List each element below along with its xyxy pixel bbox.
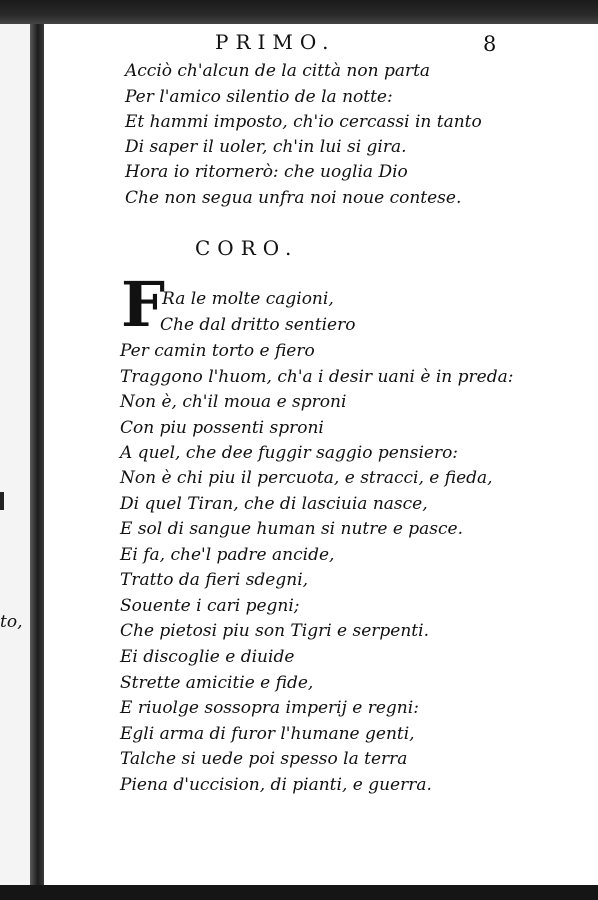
verse-line: Per camin torto e fiero (120, 341, 315, 361)
verse-line: Che non segua unfra noi noue contese. (125, 188, 462, 208)
verse-line: Per l'amico silentio de la notte: (125, 87, 393, 107)
verse-line: Non è, ch'il moua e sproni (120, 392, 347, 412)
section-heading: CORO. (195, 236, 299, 260)
verse-line: Piena d'uccision, di pianti, e guerra. (120, 775, 432, 795)
verse-line: E sol di sangue human si nutre e pasce. (120, 519, 464, 539)
verse-line: Non è chi piu il percuota, e stracci, e fieda, (120, 468, 493, 488)
verse-line: Acciò ch'alcun de la città non parta (125, 61, 431, 81)
book-gutter (30, 24, 44, 888)
verse-line: E riuolge sossopra imperij e regni: (120, 698, 419, 718)
verse-line: Con piu possenti sproni (120, 418, 324, 438)
drop-cap: F (121, 268, 166, 341)
verse-line: Ei discoglie e diuide (120, 647, 295, 667)
verse-line: A quel, che dee fuggir saggio pensiero: (120, 443, 459, 463)
verse-line: Di saper il uoler, ch'in lui si gira. (125, 137, 407, 157)
verse-line: Strette amicitie e fide, (120, 673, 314, 693)
verse-line: Che dal dritto sentiero (160, 315, 356, 335)
verse-line: Egli arma di furor l'humane genti, (120, 724, 415, 744)
verse-line: Che pietosi piu son Tigri e serpenti. (120, 621, 429, 641)
verse-line: Talche si uede poi spesso la terra (120, 749, 408, 769)
verse-line: Traggono l'huom, ch'a i desir uani è in preda: (120, 367, 514, 387)
page-number: 8 (483, 32, 497, 56)
scan-bottom-edge (0, 885, 598, 900)
verse-line: Hora io ritornerò: che uoglia Dio (125, 162, 408, 182)
facing-page-mark (0, 492, 4, 510)
verse-line: Di quel Tiran, che di lasciuia nasce, (120, 494, 428, 514)
facing-page-fragment: to, (0, 612, 23, 632)
running-head: PRIMO. (215, 30, 336, 54)
verse-line: Et hammi imposto, ch'io cercassi in tanto (125, 112, 482, 132)
verse-line: Ei fa, che'l padre ancide, (120, 545, 335, 565)
verse-line: Tratto da fieri sdegni, (120, 570, 309, 590)
scan-top-edge (0, 0, 598, 26)
verse-line: Souente i cari pegni; (120, 596, 300, 616)
verse-line: Ra le molte cagioni, (162, 289, 334, 309)
